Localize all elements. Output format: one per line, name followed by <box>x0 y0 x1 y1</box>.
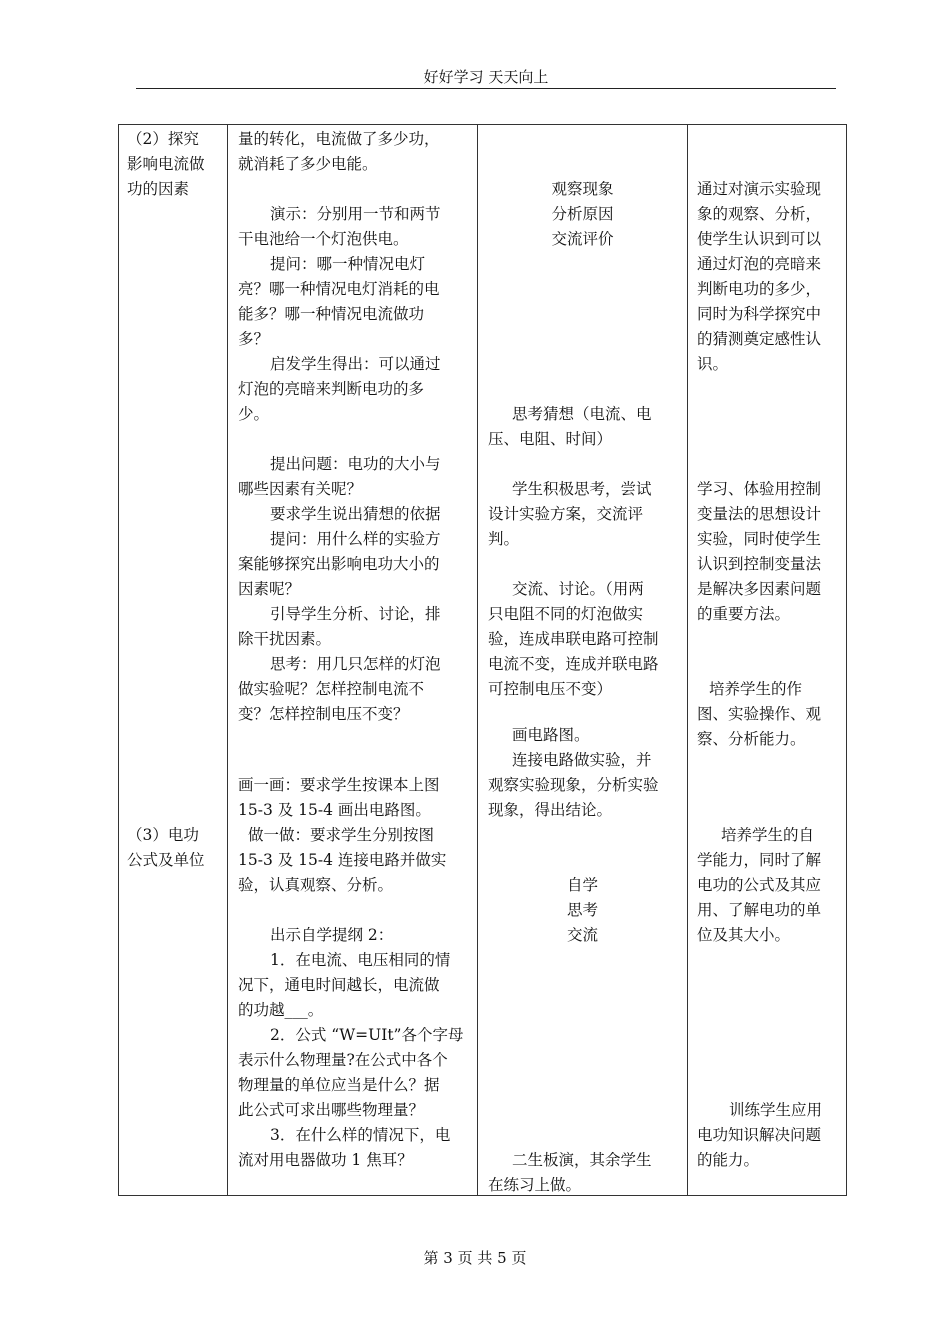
intent-text-line: 的猜测奠定感性认 <box>697 330 822 348</box>
intent-text-line: 用、了解电功的单 <box>697 901 822 919</box>
intent-text-line: 是解决多因素问题 <box>697 580 822 598</box>
design-intent-cell <box>688 125 847 1196</box>
teacher-text-line: 2．公式 “W=UIt”各个字母 <box>270 1026 464 1044</box>
student-text-line: 分析原因 <box>551 205 614 223</box>
teacher-text-line: 做实验呢？怎样控制电流不 <box>238 680 425 698</box>
teacher-text-line: 亮？哪一种情况电灯消耗的电 <box>238 280 440 298</box>
student-text-line: 现象，得出结论。 <box>488 801 613 819</box>
student-activity-cell <box>478 125 688 1196</box>
student-text-line: 可控制电压不变） <box>488 680 613 698</box>
teacher-text-line: 验，认真观察、分析。 <box>238 876 394 894</box>
teacher-text-line: 少。 <box>238 405 270 423</box>
teacher-text-line: 引导学生分析、讨论，排 <box>270 605 441 623</box>
intent-text-line: 象的观察、分析， <box>697 205 822 223</box>
student-text-line: 观察现象 <box>551 180 614 198</box>
student-text-line: 交流 <box>566 926 598 944</box>
intent-text-line: 认识到控制变量法 <box>697 555 822 573</box>
teacher-text-line: 流对用电器做功 1 焦耳？ <box>238 1151 413 1169</box>
teacher-text-line: 思考：用几只怎样的灯泡 <box>270 655 441 673</box>
teacher-text-line: 15-3 及 15-4 画出电路图。 <box>238 801 431 819</box>
student-text-line: 验，连成串联电路可控制 <box>488 630 659 648</box>
teacher-text-line: 要求学生说出猜想的依据 <box>270 505 441 523</box>
teacher-text-line: 变？怎样控制电压不变？ <box>238 705 409 723</box>
teacher-text-line: 因素呢？ <box>238 580 301 598</box>
student-text-line: 交流评价 <box>551 230 614 248</box>
stage-text-line: 功的因素 <box>127 180 190 198</box>
intent-text-line: 电功的公式及其应 <box>697 876 822 894</box>
stage-text-line: （3）电功 <box>127 826 199 844</box>
stage-text-line: 公式及单位 <box>127 851 205 869</box>
intent-text-line: 实验，同时使学生 <box>697 530 822 548</box>
teacher-text-line: 量的转化，电流做了多少功， <box>238 130 440 148</box>
teacher-text-line: 多？ <box>238 330 270 348</box>
intent-text-line: 学习、体验用控制 <box>697 480 822 498</box>
teacher-text-line: 物理量的单位应当是什么？据 <box>238 1076 440 1094</box>
teacher-text-line: 除干扰因素。 <box>238 630 332 648</box>
teacher-text-line: 3．在什么样的情况下，电 <box>270 1126 451 1144</box>
teacher-text-line: 提问：哪一种情况电灯 <box>270 255 426 273</box>
teacher-text-line: 提问：用什么样的实验方 <box>270 530 441 548</box>
intent-text-line: 通过对演示实验现 <box>697 180 822 198</box>
intent-text-line: 察、分析能力。 <box>697 730 806 748</box>
student-text-line: 设计实验方案，交流评 <box>488 505 644 523</box>
student-text-line: 观察实验现象，分析实验 <box>488 776 659 794</box>
teacher-text-line: 灯泡的亮暗来判断电功的多 <box>238 380 425 398</box>
stage-text-line: （2）探究 <box>127 130 199 148</box>
intent-text-line: 图、实验操作、观 <box>697 705 822 723</box>
student-text-line: 学生积极思考，尝试 <box>512 480 652 498</box>
student-text-line: 判。 <box>488 530 520 548</box>
teacher-text-line: 1．在电流、电压相同的情 <box>270 951 451 969</box>
teacher-text-line: 画一画：要求学生按课本上图 <box>238 776 440 794</box>
student-text-line: 压、电阻、时间） <box>488 430 613 448</box>
page-footer: 第 3 页 共 5 页 <box>423 1249 527 1267</box>
intent-text-line: 识。 <box>697 355 729 373</box>
intent-text-line: 的能力。 <box>697 1151 760 1169</box>
intent-text-line: 的重要方法。 <box>697 605 791 623</box>
intent-text-line: 培养学生的作 <box>709 680 803 698</box>
teacher-text-line: 做一做：要求学生分别按图 <box>248 826 435 844</box>
intent-text-line: 同时为科学探究中 <box>697 305 822 323</box>
intent-text-line: 学能力，同时了解 <box>697 851 822 869</box>
teacher-text-line: 况下，通电时间越长，电流做 <box>238 976 440 994</box>
student-text-line: 电流不变，连成并联电路 <box>488 655 659 673</box>
student-text-line: 二生板演，其余学生 <box>512 1151 652 1169</box>
intent-text-line: 位及其大小。 <box>697 926 791 944</box>
teacher-text-line: 15-3 及 15-4 连接电路并做实 <box>238 851 447 869</box>
teacher-text-line: 哪些因素有关呢？ <box>238 480 363 498</box>
student-text-line: 画电路图。 <box>512 726 590 744</box>
intent-text-line: 培养学生的自 <box>721 826 815 844</box>
student-text-line: 思考猜想（电流、电 <box>512 405 652 423</box>
stage-text-line: 影响电流做 <box>127 155 205 173</box>
lesson-plan-table <box>118 124 847 1196</box>
teaching-stage-cell <box>119 125 228 1196</box>
teacher-text-line: 就消耗了多少电能。 <box>238 155 378 173</box>
teacher-text-line: 的功越___。 <box>238 1001 324 1019</box>
student-text-line: 在练习上做。 <box>488 1176 582 1194</box>
student-text-line: 交流、讨论。（用两 <box>512 580 644 598</box>
intent-text-line: 通过灯泡的亮暗来 <box>697 255 822 273</box>
header-divider <box>136 88 836 89</box>
teacher-text-line: 此公式可求出哪些物理量？ <box>238 1101 425 1119</box>
teacher-text-line: 演示：分别用一节和两节 <box>270 205 441 223</box>
table-row <box>119 125 847 1196</box>
intent-text-line: 电功知识解决问题 <box>697 1126 822 1144</box>
intent-text-line: 变量法的思想设计 <box>697 505 822 523</box>
teacher-text-line: 提出问题：电功的大小与 <box>270 455 441 473</box>
student-text-line: 连接电路做实验，并 <box>512 751 652 769</box>
teacher-text-line: 案能够探究出影响电功大小的 <box>238 555 440 573</box>
page-header: 好好学习 天天向上 <box>423 68 549 86</box>
teacher-text-line: 表示什么物理量?在公式中各个 <box>238 1051 448 1069</box>
teacher-text-line: 启发学生得出：可以通过 <box>270 355 441 373</box>
teacher-activity-cell <box>228 125 478 1196</box>
student-text-line: 只电阻不同的灯泡做实 <box>488 605 644 623</box>
student-text-line: 自学 <box>566 876 598 894</box>
intent-text-line: 训练学生应用 <box>729 1101 823 1119</box>
teacher-text-line: 干电池给一个灯泡供电。 <box>238 230 409 248</box>
student-text-line: 思考 <box>566 901 598 919</box>
intent-text-line: 判断电功的多少， <box>697 280 822 298</box>
teacher-text-line: 能多？哪一种情况电流做功 <box>238 305 425 323</box>
intent-text-line: 使学生认识到可以 <box>697 230 822 248</box>
teacher-text-line: 出示自学提纲 2： <box>270 926 394 944</box>
